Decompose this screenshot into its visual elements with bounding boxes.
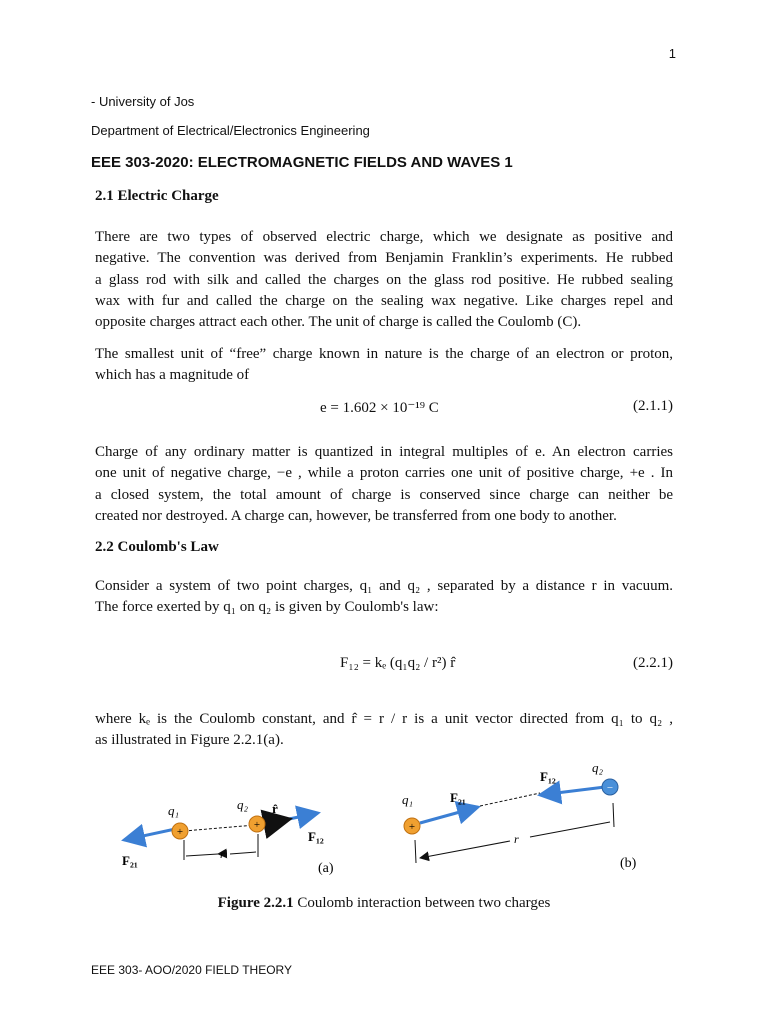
- department-name: Department of Electrical/Electronics Engineering: [91, 123, 370, 138]
- equation-2-1-1: [320, 398, 439, 417]
- text-line: where kₑ is the Coulomb constant, and r̂ = r / r is a unit vector directed from q₁ to q₂ ,: [95, 711, 673, 727]
- label-r: r: [220, 847, 225, 861]
- charge-sign: +: [176, 826, 184, 838]
- text-line: a closed system, the total amount of charge is conserved since charge can neither be: [95, 486, 673, 503]
- dimension-line: [530, 822, 610, 837]
- text-line: as illustrated in Figure 2.2.1(a).: [95, 732, 284, 749]
- label-q2: q₂: [237, 797, 249, 812]
- paragraph-charge-types: [95, 227, 673, 333]
- figure-coulomb-interaction: [100, 755, 660, 885]
- university-name: - University of Jos: [91, 94, 195, 109]
- text-line: one unit of negative charge, −e , while a proton carries one unit of positive charge, +e . In: [95, 465, 673, 482]
- label-q1: q₁: [402, 792, 414, 807]
- label-f21: F₂₁: [122, 853, 138, 868]
- text-line: The smallest unit of “free” charge known in nature is the charge of an electron or proton,: [95, 346, 673, 362]
- page-footer: EEE 303- AOO/2020 FIELD THEORY: [91, 963, 292, 977]
- paragraph-quantization: [95, 442, 673, 527]
- text-line: Consider a system of two point charges, q₁ and q₂ , separated by a distance r in vacuum.: [95, 578, 673, 594]
- figure-panel-a: [122, 797, 334, 876]
- dimension-line: [230, 852, 256, 854]
- course-title: EEE 303-2020: ELECTROMAGNETIC FIELDS AND WAVES 1: [91, 154, 513, 171]
- charge-sign: +: [253, 819, 261, 831]
- text-line: which has a magnitude of: [95, 367, 250, 384]
- label-f12: F₁₂: [540, 769, 556, 784]
- label-f12: F₁₂: [308, 829, 324, 844]
- text-line: a glass rod with silk and called the charges on the glass rod positive. He rubbed sealing: [95, 271, 673, 288]
- text-line: Charge of any ordinary matter is quantized in integral multiples of e. An electron carries: [95, 444, 673, 460]
- figure-caption: [0, 895, 768, 912]
- equation-text: F₁₂ = kₑ (q₁q₂ / r²) r̂: [340, 655, 456, 671]
- figure-panel-b: [402, 760, 637, 871]
- separation-line: [184, 825, 255, 831]
- page-number: 1: [668, 46, 676, 61]
- label-q1: q₁: [168, 803, 180, 818]
- equation-number: (2.2.1): [633, 655, 673, 671]
- panel-label-a: (a): [318, 861, 334, 876]
- force-arrow-f21: [420, 807, 478, 823]
- charge-sign: −: [606, 782, 614, 794]
- section-heading-electric-charge: 2.1 Electric Charge: [95, 188, 219, 204]
- section-heading-coulombs-law: 2.2 Coulomb's Law: [95, 539, 219, 555]
- paragraph-smallest-charge: [95, 344, 673, 387]
- text-line: The force exerted by q₁ on q₂ is given by Coulomb's law:: [95, 599, 439, 616]
- text-line: There are two types of observed electric charge, which we designate as positive and: [95, 229, 673, 245]
- text-line: created nor destroyed. A charge can, however, be transferred from one body to another.: [95, 507, 617, 524]
- dimension-tick: [415, 840, 416, 863]
- equation-number: (2.1.1): [633, 398, 673, 414]
- label-f21: F₂₁: [450, 790, 466, 805]
- figure-caption-label: Figure 2.2.1: [217, 895, 294, 911]
- paragraph-coulomb-constant: [95, 709, 673, 752]
- label-q2: q₂: [592, 760, 604, 775]
- dimension-line: [420, 841, 510, 858]
- dimension-line: [186, 854, 218, 856]
- separation-line: [480, 793, 540, 806]
- text-line: opposite charges attract each other. The unit of charge is called the Coulomb (C).: [95, 314, 582, 331]
- label-r: r: [514, 832, 519, 846]
- charge-sign: +: [408, 821, 416, 833]
- equation-2-2-1: [340, 655, 455, 672]
- label-rhat: r̂: [272, 801, 278, 816]
- dimension-tick: [613, 803, 614, 827]
- text-line: wax with fur and called the charge on the sealing wax negative. Like charges repel and: [95, 292, 673, 309]
- equation-text: e = 1.602 × 10⁻¹⁹ C: [320, 400, 439, 416]
- force-arrow-f12: [540, 787, 605, 795]
- panel-label-b: (b): [620, 856, 637, 871]
- text-line: negative. The convention was derived from Benjamin Franklin’s experiments. He rubbed: [95, 250, 673, 267]
- figure-caption-text: Coulomb interaction between two charges: [293, 895, 551, 911]
- paragraph-point-charges: [95, 576, 673, 619]
